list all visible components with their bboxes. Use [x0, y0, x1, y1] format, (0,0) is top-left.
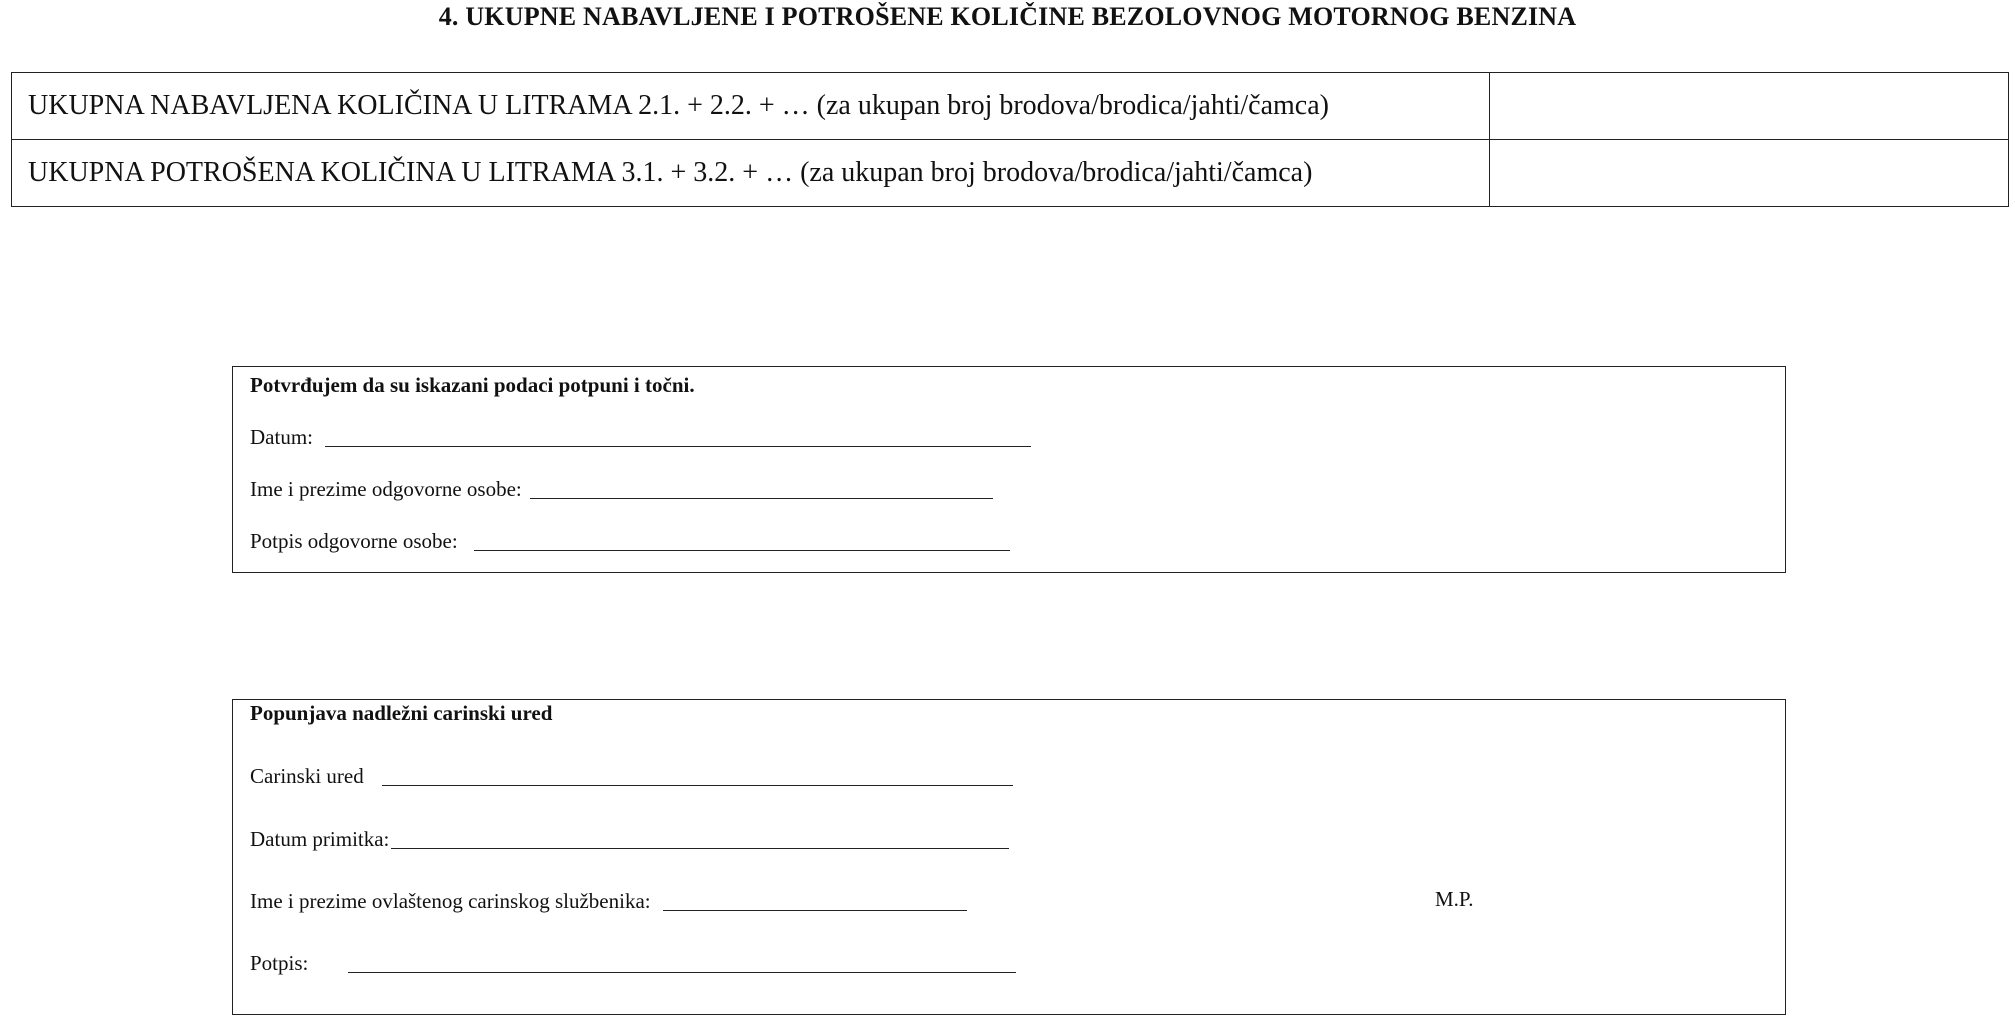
total-consumed-label: UKUPNA POTROŠENA KOLIČINA U LITRAMA 3.1. + 3.2. + … (za ukupan broj brodova/brodica/jahti/čamca) — [12, 140, 1490, 207]
customs-heading: Popunjava nadležni carinski ured — [250, 701, 553, 725]
responsible-name-row — [250, 475, 993, 502]
total-consumed-value[interactable] — [1490, 140, 2009, 207]
customs-office-box — [232, 699, 1786, 1015]
responsible-signature-row — [250, 527, 1010, 554]
date-field[interactable] — [325, 426, 1031, 447]
receipt-date-row — [250, 825, 1009, 852]
customs-office-label: Carinski ured — [250, 764, 364, 788]
responsible-name-field[interactable] — [530, 478, 993, 499]
total-purchased-label: UKUPNA NABAVLJENA KOLIČINA U LITRAMA 2.1. + 2.2. + … (za ukupan broj brodova/brodica/jahti/čamca) — [12, 73, 1490, 140]
table-row — [12, 140, 2009, 207]
table-row — [12, 73, 2009, 140]
customs-office-field[interactable] — [382, 765, 1013, 786]
receipt-date-field[interactable] — [391, 828, 1009, 849]
responsible-signature-label: Potpis odgovorne osobe: — [250, 529, 458, 553]
totals-table — [11, 72, 2009, 207]
officer-name-row — [250, 887, 967, 914]
total-purchased-value[interactable] — [1490, 73, 2009, 140]
receipt-date-label: Datum primitka: — [250, 827, 390, 851]
section-title: 4. UKUPNE NABAVLJENE I POTROŠENE KOLIČINE BEZOLOVNOG MOTORNOG BENZINA — [438, 2, 1577, 31]
officer-signature-field[interactable] — [348, 952, 1016, 973]
responsible-name-label: Ime i prezime odgovorne osobe: — [250, 477, 522, 501]
officer-name-field[interactable] — [663, 890, 967, 911]
date-label: Datum: — [250, 425, 313, 449]
seal-placeholder: M.P. — [1435, 887, 1474, 911]
date-row — [250, 423, 1031, 450]
officer-signature-label: Potpis: — [250, 951, 309, 975]
confirmation-heading: Potvrđujem da su iskazani podaci potpuni i točni. — [250, 373, 695, 397]
customs-office-row — [250, 762, 1013, 789]
officer-name-label: Ime i prezime ovlaštenog carinskog službenika: — [250, 889, 651, 913]
responsible-signature-field[interactable] — [474, 530, 1010, 551]
confirmation-box — [232, 366, 1786, 573]
officer-signature-row — [250, 949, 1016, 976]
